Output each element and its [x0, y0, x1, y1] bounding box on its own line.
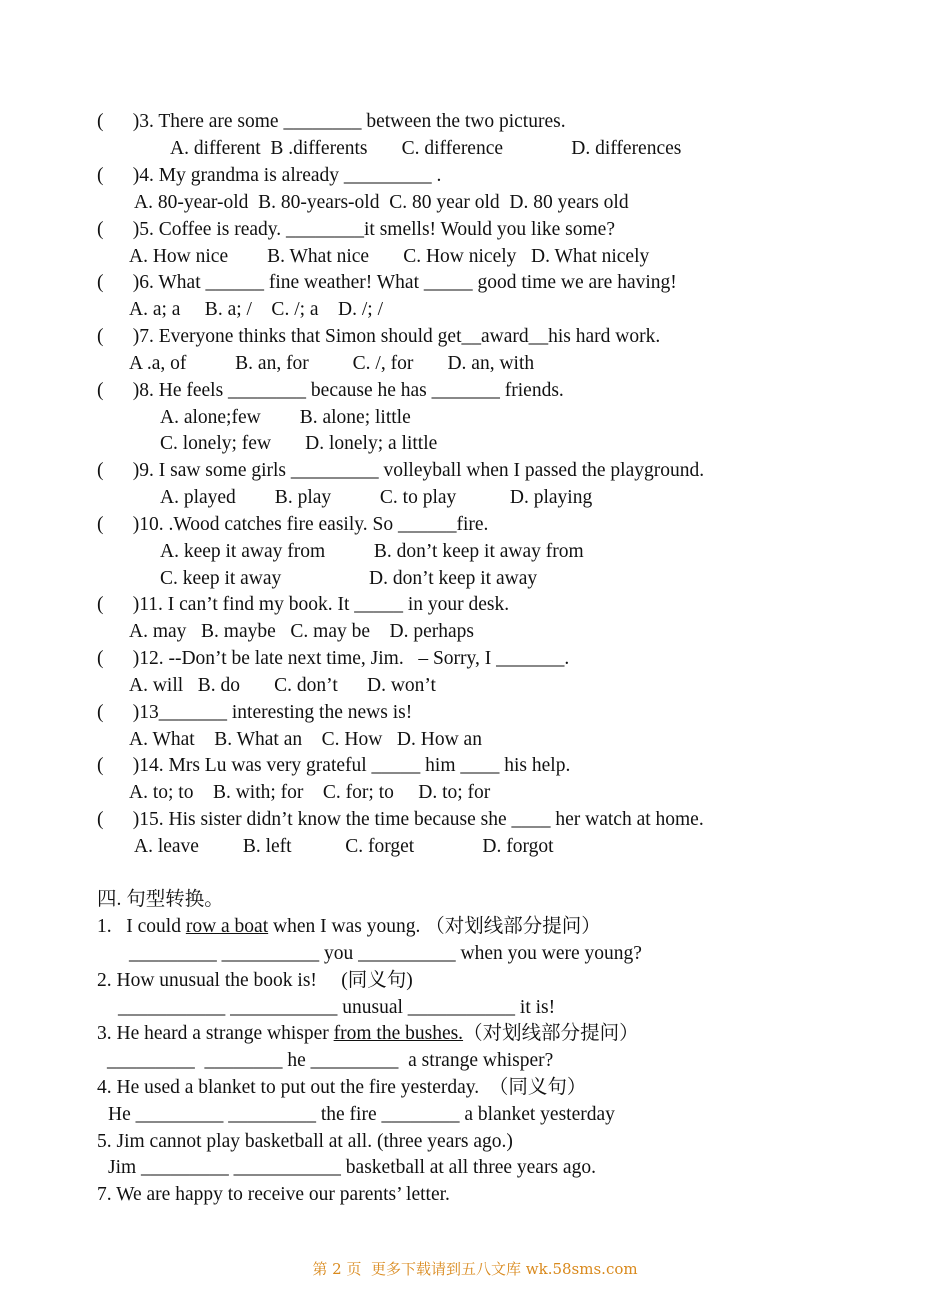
- question-13-options: A. What B. What an C. How D. How an: [129, 729, 482, 750]
- question-13: ( )13_______ interesting the news is!: [97, 702, 413, 723]
- item-1-text-pre: 1. I could: [97, 916, 186, 937]
- transform-item-3-answer: _________ ________ he _________ a strange whisper?: [107, 1050, 554, 1071]
- item-3-text-post: （对划线部分提问）: [463, 1023, 639, 1044]
- question-8-options-ab: A. alone;few B. alone; little: [160, 407, 411, 428]
- transform-item-4-answer: He _________ _________ the fire ________ a blanket yesterday: [108, 1104, 615, 1125]
- question-7-options: A .a, of B. an, for C. /, for D. an, with: [129, 353, 535, 374]
- transform-item-5: 5. Jim cannot play basketball at all. (three years ago.): [97, 1131, 513, 1152]
- question-12-options: A. will B. do C. don’t D. won’t: [129, 675, 436, 696]
- page-footer: 第 2 页 更多下载请到五八文库 wk.58sms.com: [312, 1260, 638, 1278]
- item-1-text-post: when I was young. （对划线部分提问）: [268, 916, 601, 937]
- question-7: ( )7. Everyone thinks that Simon should get__award__his hard work.: [97, 326, 661, 347]
- question-10-options-ab: A. keep it away from B. don’t keep it away from: [160, 541, 584, 562]
- question-14-options: A. to; to B. with; for C. for; to D. to; for: [129, 782, 491, 803]
- question-10: ( )10. .Wood catches fire easily. So ______fire.: [97, 514, 489, 535]
- question-15: ( )15. His sister didn’t know the time because she ____ her watch at home.: [97, 809, 704, 830]
- question-3-options: A. different B .differents C. difference D. differences: [170, 138, 682, 159]
- transform-item-2-answer: ___________ ___________ unusual ___________ it is!: [118, 997, 556, 1018]
- question-6-options: A. a; a B. a; / C. /; a D. /; /: [129, 299, 384, 320]
- question-12: ( )12. --Don’t be late next time, Jim. – Sorry, I _______.: [97, 648, 570, 669]
- item-1-underlined: row a boat: [185, 916, 269, 937]
- question-6: ( )6. What ______ fine weather! What _____ good time we are having!: [97, 272, 677, 293]
- question-11-options: A. may B. maybe C. may be D. perhaps: [129, 621, 474, 642]
- question-9-options: A. played B. play C. to play D. playing: [160, 487, 593, 508]
- question-10-options-cd: C. keep it away D. don’t keep it away: [160, 568, 538, 589]
- transform-item-1-answer: _________ __________ you __________ when you were young?: [129, 943, 642, 964]
- question-8: ( )8. He feels ________ because he has _______ friends.: [97, 380, 564, 401]
- question-5-options: A. How nice B. What nice C. How nicely D. What nicely: [129, 246, 650, 267]
- question-3: ( )3. There are some ________ between the two pictures.: [97, 111, 566, 132]
- question-9: ( )9. I saw some girls _________ volleyball when I passed the playground.: [97, 460, 705, 481]
- question-14: ( )14. Mrs Lu was very grateful _____ him ____ his help.: [97, 755, 571, 776]
- transform-item-2: 2. How unusual the book is! (同义句): [97, 970, 413, 991]
- question-8-options-cd: C. lonely; few D. lonely; a little: [160, 433, 438, 454]
- question-4: ( )4. My grandma is already _________ .: [97, 165, 442, 186]
- transform-item-7: 7. We are happy to receive our parents’ letter.: [97, 1184, 450, 1205]
- section-4-heading: 四. 句型转换。: [97, 889, 224, 910]
- item-3-underlined: from the bushes.: [333, 1023, 464, 1044]
- transform-item-5-answer: Jim _________ ___________ basketball at all three years ago.: [108, 1157, 596, 1178]
- question-5: ( )5. Coffee is ready. ________it smells! Would you like some?: [97, 219, 615, 240]
- question-4-options: A. 80-year-old B. 80-years-old C. 80 year old D. 80 years old: [134, 192, 629, 213]
- transform-item-3: [97, 1022, 639, 1046]
- item-3-text-pre: 3. He heard a strange whisper: [97, 1023, 334, 1044]
- question-15-options: A. leave B. left C. forget D. forgot: [134, 836, 554, 857]
- transform-item-4: 4. He used a blanket to put out the fire yesterday. （同义句）: [97, 1077, 587, 1098]
- transform-item-1: [97, 915, 601, 939]
- question-11: ( )11. I can’t find my book. It _____ in your desk.: [97, 594, 510, 615]
